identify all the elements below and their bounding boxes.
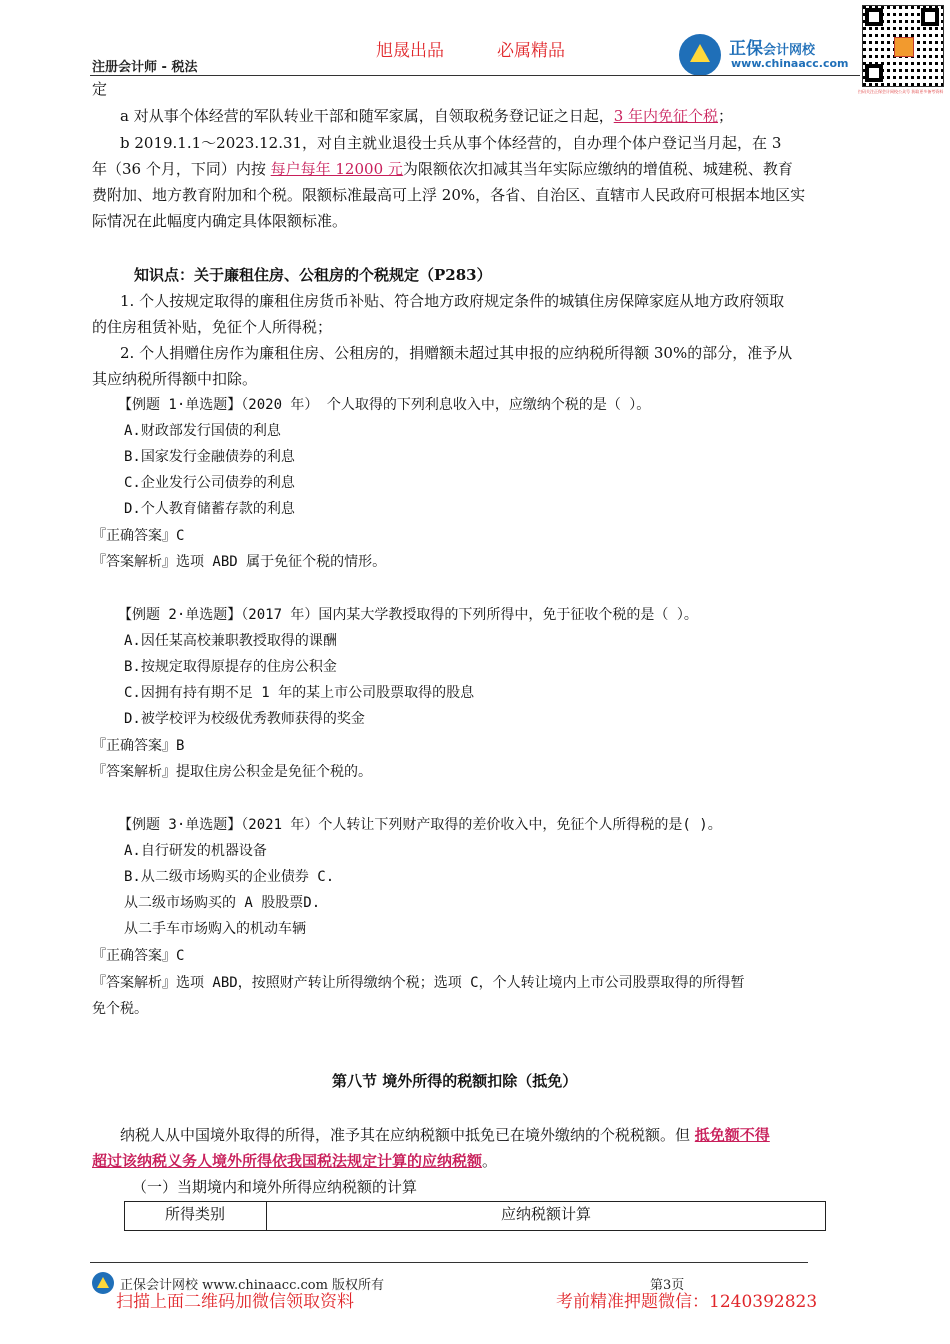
option-c: C.因拥有持有期不足 1 年的某上市公司股票取得的股息	[124, 685, 475, 701]
qr-center-logo-icon	[894, 37, 914, 57]
example-question: 【例题 2·单选题】（2017 年）国内某大学教授取得的下列所得中，免于征收个税的是（ ）。	[118, 607, 698, 623]
page-number: 第3页	[650, 1278, 685, 1293]
option-d: D.个人教育储蓄存款的利息	[124, 501, 295, 517]
option-b: B.从二级市场购买的企业债券 C.	[124, 869, 335, 885]
option-c: C.企业发行公司债券的利息	[124, 475, 295, 491]
qr-finder-icon	[865, 64, 883, 82]
body-line: 1. 个人按规定取得的廉租住房货币补贴、符合地方政府规定条件的城镇住房保障家庭从地方政府领取	[120, 292, 785, 310]
body-line: 超过该纳税义务人境外所得依我国税法规定计算的应纳税额。	[92, 1152, 498, 1170]
example-question: 【例题 3·单选题】（2021 年）个人转让下列财产取得的差价收入中，免征个人所得税的是( )。	[118, 817, 722, 833]
document-subject: 注册会计师 - 税法	[92, 60, 198, 75]
answer-explanation: 『答案解析』选项 ABD 属于免征个税的情形。	[92, 554, 387, 570]
body-line: 际情况在此幅度内确定具体限额标准。	[92, 212, 348, 230]
correct-answer: 『正确答案』C	[92, 528, 185, 544]
knowledge-point-title: 知识点：关于廉租住房、公租房的个税规定（P283）	[134, 266, 492, 284]
highlight-text: 超过该纳税义务人境外所得依我国税法规定计算的应纳税额	[92, 1152, 483, 1170]
footer-promo-left: 扫描上面二维码加微信领取资料	[116, 1292, 354, 1312]
example-question: 【例题 1·单选题】（2020 年） 个人取得的下列利息收入中，应缴纳个税的是（ ）。	[118, 397, 651, 413]
body-line: 定	[92, 80, 108, 98]
footer-copyright: 正保会计网校 www.chinaacc.com 版权所有	[120, 1278, 385, 1293]
logo-name: 正保会计网校	[729, 39, 816, 59]
option-b: B.国家发行金融债券的利息	[124, 449, 295, 465]
body-line: 其应纳税所得额中扣除。	[92, 370, 258, 388]
body-line: 纳税人从中国境外取得的所得，准予其在应纳税额中抵免已在境外缴纳的个税税额。但 抵免额不得	[120, 1126, 770, 1144]
option-c: 从二级市场购买的 A 股股票D.	[124, 895, 321, 911]
option-a: A.因任某高校兼职教授取得的课酬	[124, 633, 337, 649]
header-slogan-1: 旭晟出品	[376, 41, 444, 61]
option-d: 从二手车市场购入的机动车辆	[124, 921, 306, 937]
option-b: B.按规定取得原提存的住房公积金	[124, 659, 337, 675]
qr-finder-icon	[921, 8, 939, 26]
table-header-cell: 应纳税额计算	[500, 1205, 591, 1223]
body-line: 费附加、地方教育附加和个税。限额标准最高可上浮 20%，各省、自治区、直辖市人民政府可根据本地区实	[92, 186, 806, 204]
table-header-cell: 所得类别	[164, 1205, 225, 1223]
answer-explanation: 免个税。	[92, 1001, 148, 1017]
highlight-text: 3 年内免征个税	[613, 107, 719, 125]
footer-promo-right: 考前精准押题微信：1240392823	[556, 1292, 818, 1312]
option-d: D.被学校评为校级优秀教师获得的奖金	[124, 711, 365, 727]
body-line: a 对从事个体经营的军队转业干部和随军家属，自领取税务登记证之日起，3 年内免征个税；	[120, 107, 734, 125]
header-slogan-2: 必属精品	[497, 41, 565, 61]
qr-finder-icon	[865, 8, 883, 26]
option-a: A.财政部发行国债的利息	[124, 423, 281, 439]
logo-triangle-icon	[690, 44, 710, 62]
logo-url: www.chinaacc.com	[731, 57, 849, 70]
option-a: A.自行研发的机器设备	[124, 843, 267, 859]
highlight-text: 每户每年 12000 元	[270, 160, 403, 178]
correct-answer: 『正确答案』C	[92, 948, 185, 964]
footer-logo-triangle-icon	[97, 1277, 109, 1288]
answer-explanation: 『答案解析』选项 ABD，按照财产转让所得缴纳个税；选项 C，个人转让境内上市公司股票取得的所得暂	[92, 975, 745, 991]
qr-caption: 扫码关注正保会计网校公众号 获取更多备考资料	[858, 89, 944, 94]
body-line: b 2019.1.1～2023.12.31，对自主就业退役士兵从事个体经营的，自办理个体户登记当月起，在 3	[120, 134, 782, 152]
answer-explanation: 『答案解析』提取住房公积金是免征个税的。	[92, 764, 372, 780]
subsection-title: （一）当期境内和境外所得应纳税额的计算	[132, 1178, 418, 1196]
correct-answer: 『正确答案』B	[92, 738, 185, 754]
section-title: 第八节 境外所得的税额扣除（抵免）	[332, 1072, 578, 1090]
footer-divider	[90, 1262, 808, 1263]
highlight-text: 抵免额不得	[694, 1126, 770, 1144]
body-line: 的住房租赁补贴，免征个人所得税；	[92, 318, 333, 336]
body-line: 年（36 个月，下同）内按 每户每年 12000 元为限额依次扣减其当年实际应缴纳的增值税、城建税、教育	[92, 160, 793, 178]
body-line: 2. 个人捐赠住房作为廉租住房、公租房的，捐赠额未超过其申报的应纳税所得额 30%的部分，准予从	[120, 344, 793, 362]
